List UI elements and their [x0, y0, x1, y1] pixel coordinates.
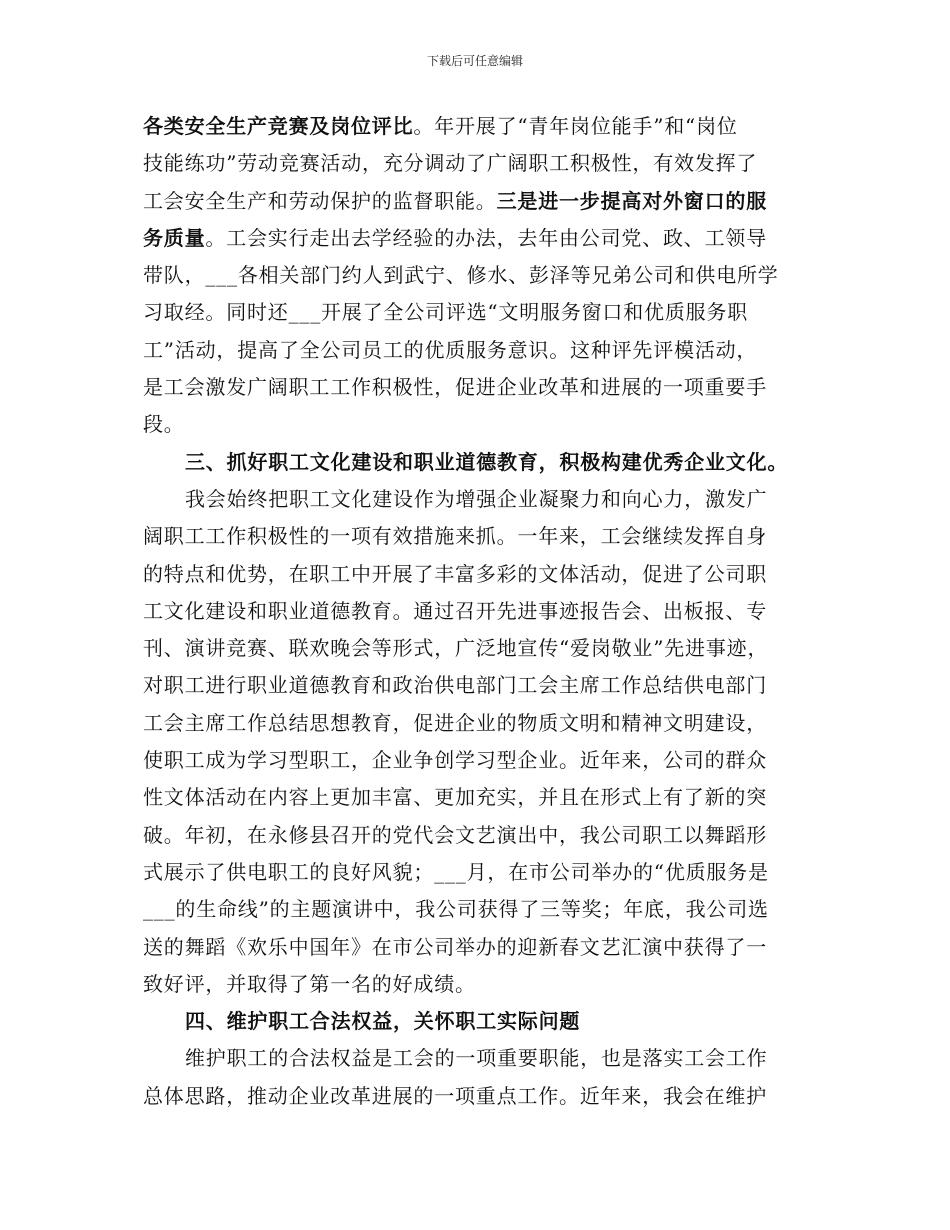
bold-phrase: 三是进一步提高对外窗口的服 [496, 188, 768, 213]
section-heading-4: 四、维护职工合法权益，关怀职工实际问题 [185, 1009, 581, 1034]
paragraph-line: 工会主席工作总结思想教育，促进企业的物质文明和精神文明建设， [143, 710, 767, 735]
paragraph-line: 对职工进行职业道德教育和政治供电部门工会主席工作总结供电部门 [143, 673, 767, 698]
paragraph-line: 技能练功”劳动竞赛活动，充分调动了广阔职工积极性，有效发挥了 [143, 151, 758, 176]
paragraph-line: 致好评，并取得了第一名的好成绩。 [143, 971, 476, 996]
section-heading-3: 三、抓好职工文化建设和职业道德教育，积极构建优秀企业文化。 [185, 449, 789, 474]
paragraph-line: 的特点和优势，在职工中开展了丰富多彩的文体活动，促进了公司职 [143, 561, 767, 586]
paragraph-line: 习取经。同时还___开展了全公司评选“文明服务窗口和优质服务职 [143, 300, 749, 325]
paragraph-line: 破。年初，在永修县召开的党代会文艺演出中，我公司职工以舞蹈形 [143, 822, 767, 847]
paragraph-line [143, 220, 823, 257]
document-body [143, 108, 823, 1115]
paragraph-line: 维护职工的合法权益是工会的一项重要职能，也是落实工会工作 [185, 1046, 768, 1071]
paragraph-line [143, 108, 823, 145]
paragraph-line: 是工会激发广阔职工工作积极性，促进企业改革和进展的一项重要手 [143, 375, 767, 400]
paragraph-line: 带队，___各相关部门约人到武宁、修水、彭泽等兄弟公司和供电所学 [143, 263, 779, 288]
paragraph-line: 使职工成为学习型职工，企业争创学习型企业。近年来，公司的群众 [143, 748, 767, 773]
paragraph-line [143, 183, 823, 220]
text-span: 工会安全生产和劳动保护的监督职能。 [143, 188, 497, 213]
paragraph-line: 式展示了供电职工的良好风貌；___月，在市公司举办的“优质服务是 [143, 859, 769, 884]
paragraph-line: 工”活动，提高了全公司员工的优质服务意识。这种评先评模活动， [143, 337, 758, 362]
text-span: 。工会实行走出去学经验的办法，去年由公司党、政、工领导 [205, 225, 768, 250]
paragraph-line: 总体思路，推动企业改革进展的一项重点工作。近年来，我会在维护 [143, 1083, 767, 1108]
paragraph-line: 我会始终把职工文化建设作为增强企业凝聚力和向心力，激发广 [185, 486, 768, 511]
bold-phrase: 各类安全生产竞赛及岗位评比 [143, 114, 414, 138]
paragraph-line: 阔职工工作积极性的一项有效措施来抓。一年来，工会继续发挥自身 [143, 524, 767, 549]
text-span: 。年开展了“青年岗位能手”和“岗位 [413, 114, 738, 138]
page-header: 下载后可任意编辑 [426, 54, 523, 68]
paragraph-line: 性文体活动在内容上更加丰富、更加充实，并且在形式上有了新的突 [143, 785, 767, 810]
paragraph-line: 工文化建设和职业道德教育。通过召开先进事迹报告会、出板报、专 [143, 598, 767, 623]
bold-phrase: 务质量 [143, 225, 206, 250]
paragraph-line: 段。 [143, 412, 185, 437]
paragraph-line: 刊、演讲竞赛、联欢晚会等形式，广泛地宣传“爱岗敬业”先进事迹， [143, 636, 769, 661]
paragraph-line: 送的舞蹈《欢乐中国年》在市公司举办的迎新春文艺汇演中获得了一 [143, 934, 767, 959]
paragraph-line: ___的生命线”的主题演讲中，我公司获得了三等奖；年底，我公司选 [143, 897, 769, 922]
